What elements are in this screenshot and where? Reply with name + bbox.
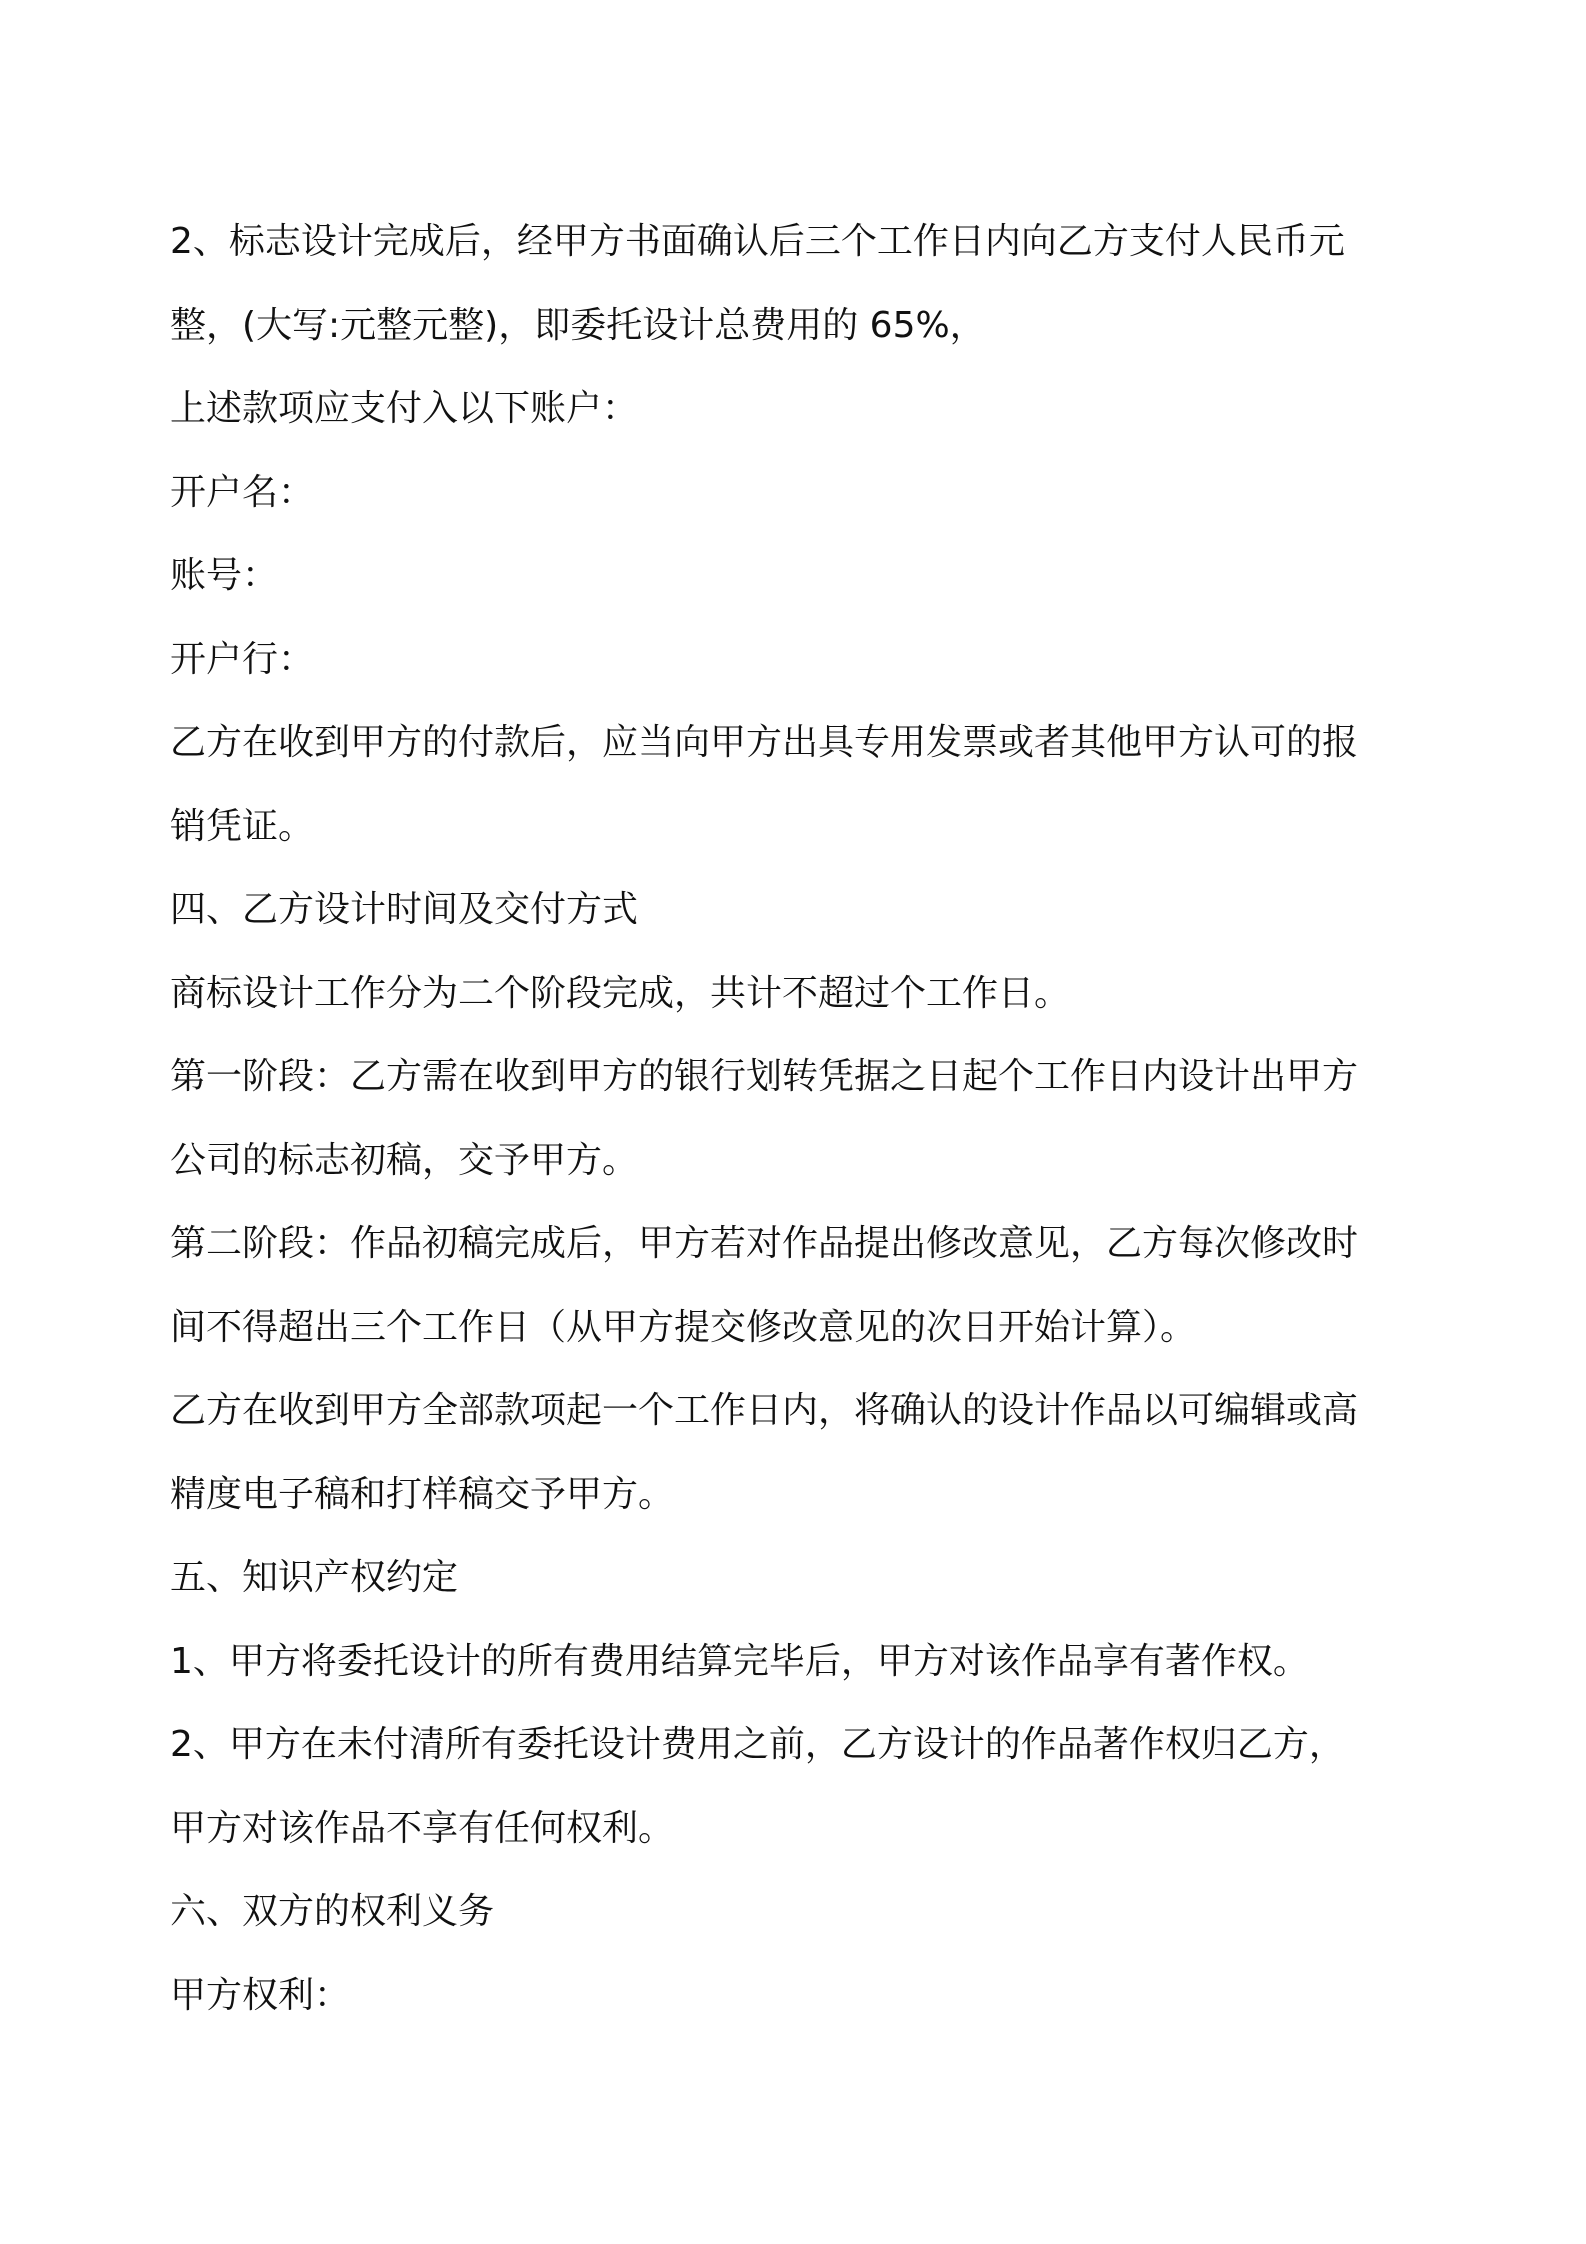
section-heading: 四、乙方设计时间及交付方式: [170, 889, 639, 930]
text-line: 甲方对该作品不享有任何权利。: [170, 1807, 675, 1849]
text-line: 2、标志设计完成后，经甲方书面确认后三个工作日内向乙方支付人民币元: [170, 221, 1345, 262]
text-line: 第一阶段：乙方需在收到甲方的银行划转凭据之日起个工作日内设计出甲方: [170, 1056, 1359, 1097]
section-heading: 六、双方的权利义务: [170, 1891, 495, 1932]
text-line: 商标设计工作分为二个阶段完成，共计不超过个工作日。: [170, 972, 1071, 1014]
text-line: 账号：: [170, 555, 279, 596]
text-line: 开户名：: [170, 471, 315, 513]
text-line: 乙方在收到甲方全部款项起一个工作日内，将确认的设计作品以可编辑或高: [170, 1390, 1359, 1431]
document-body: [170, 200, 1420, 2037]
text-line: 精度电子稿和打样稿交予甲方。: [170, 1473, 675, 1515]
text-line: 销凭证。: [170, 805, 315, 847]
text-line: 开户行：: [170, 638, 315, 680]
text-line: 乙方在收到甲方的付款后，应当向甲方出具专用发票或者其他甲方认可的报: [170, 722, 1359, 763]
section-heading: 五、知识产权约定: [170, 1557, 459, 1598]
text-line: 整，(大写:元整元整)，即委托设计总费用的 65%，: [170, 304, 986, 346]
text-line: 间不得超出三个工作日（从甲方提交修改意见的次日开始计算）。: [170, 1306, 1197, 1348]
text-line: 2、甲方在未付清所有委托设计费用之前，乙方设计的作品著作权归乙方，: [170, 1724, 1345, 1765]
text-line: 上述款项应支付入以下账户：: [170, 388, 639, 429]
text-line: 1、甲方将委托设计的所有费用结算完毕后，甲方对该作品享有著作权。: [170, 1640, 1309, 1682]
text-line: 甲方权利：: [170, 1974, 351, 2016]
text-line: 第二阶段：作品初稿完成后，甲方若对作品提出修改意见，乙方每次修改时: [170, 1223, 1359, 1264]
text-line: 公司的标志初稿，交予甲方。: [170, 1139, 639, 1181]
